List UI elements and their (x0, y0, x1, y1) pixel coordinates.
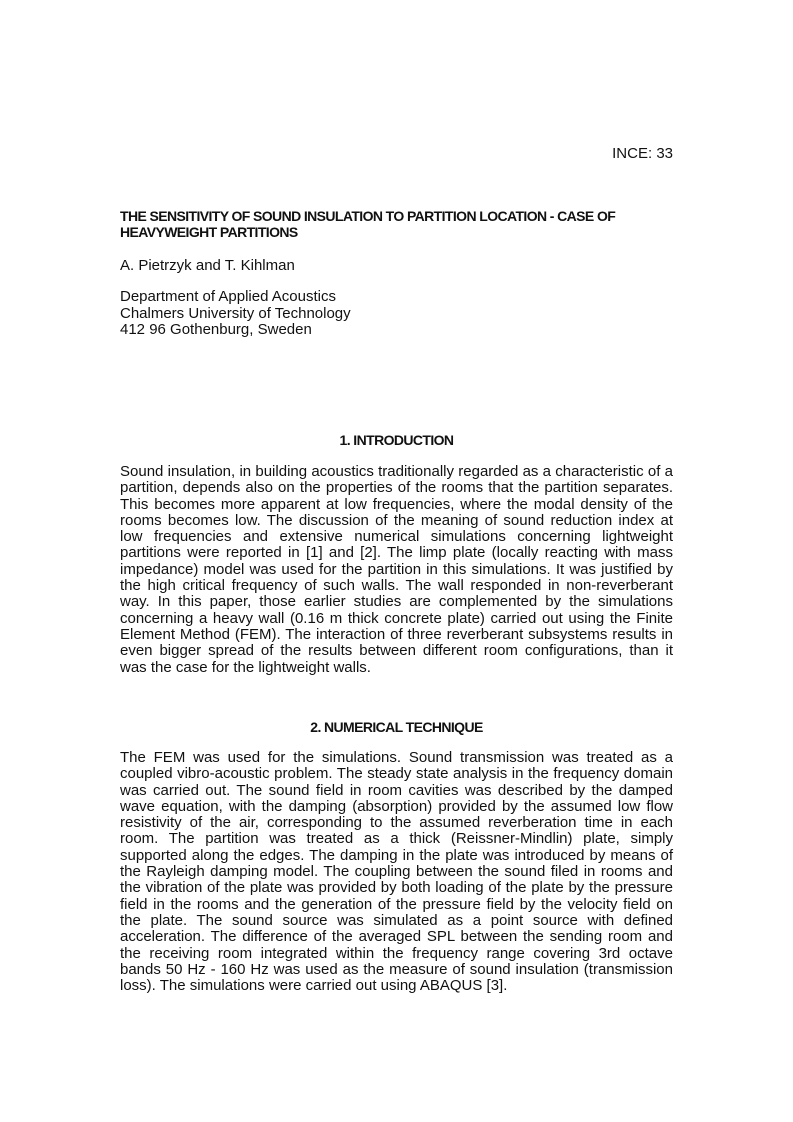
section-text-numerical-technique: The FEM was used for the simulations. Sound transmission was treated as a coupled vibro-acoustic problem. The steady state analysis in the frequency domain was carried out. The sound field in room cavities was described by the damped wave equation, with the damping (absorption) provided by the assumed low flow resistivity of the air, corresponding to the assumed reverberation time in each room. The partition was treated as a thick (Reissner-Mindlin) plate, simply supported along the edges. The damping in the plate was introduced by means of the Rayleigh damping model. The coupling between the sound filed in rooms and the vibration of the plate was provided by both loading of the plate by the pressure field in the rooms and the generation of the pressure field by the velocity field on the plate. The sound source was simulated as a point source with defined acceleration. The difference of the averaged SPL between the sending room and the receiving room integrated within the frequency range covering 3rd octave bands 50 Hz - 160 Hz was used as the measure of sound insulation (transmission loss). The simulations were carried out using ABAQUS [3]. (120, 749, 673, 995)
authors: A. Pietrzyk and T. Kihlman (120, 257, 295, 274)
section-text-introduction: Sound insulation, in building acoustics traditionally regarded as a characteristic of a partition, depends also on the properties of the rooms that the partition separates. This becomes more apparent at low frequencies, where the modal density of the rooms becomes low. The discussion of the meaning of sound reduction index at low frequencies and extensive numerical simulations concerning lightweight partitions were reported in [1] and [2]. The limp plate (locally reacting with mass impedance) model was used for the partition in this simulations. It was justified by the high critical frequency of such walls. The wall responded in non-reverberant way. In this paper, those earlier studies are complemented by the simulations concerning a heavy wall (0.16 m thick concrete plate) carried out using the Finite Element Method (FEM). The interaction of three reverberant subsystems results in even bigger spread of the results between different room configurations, than it was the case for the lightweight walls. (120, 463, 673, 676)
paper-title: THE SENSITIVITY OF SOUND INSULATION TO PARTITION LOCATION - CASE OF HEAVYWEIGHT PARTITIONS (120, 208, 616, 240)
affiliation-university: Chalmers University of Technology (120, 304, 351, 322)
affiliation (120, 289, 351, 339)
section-heading-numerical-technique: 2. NUMERICAL TECHNIQUE (310, 719, 483, 735)
affiliation-address: 412 96 Gothenburg, Sweden (120, 321, 312, 338)
affiliation-department: Department of Applied Acoustics (120, 288, 336, 305)
conference-reference: INCE: 33 (612, 145, 673, 162)
section-heading-introduction: 1. INTRODUCTION (339, 432, 454, 448)
